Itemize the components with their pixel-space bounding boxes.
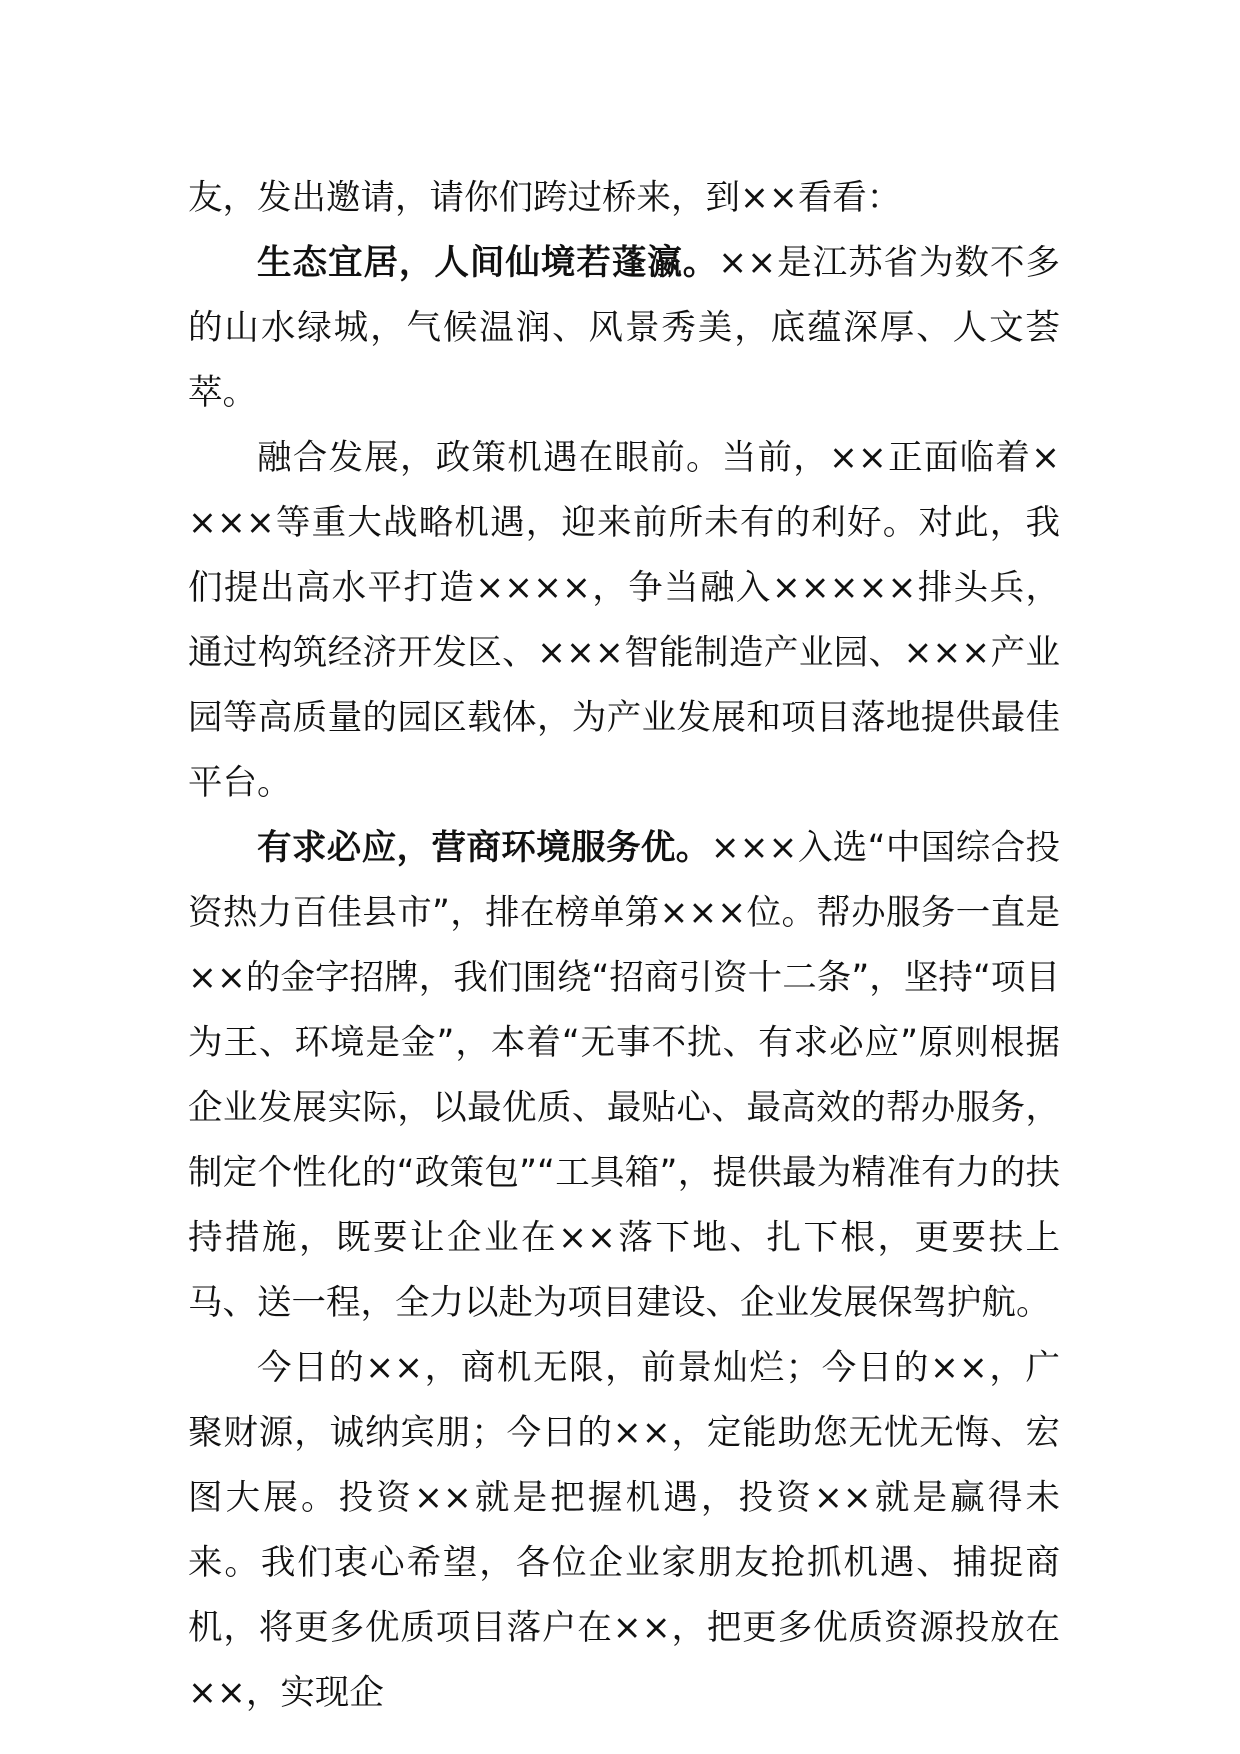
paragraph-continuation bbox=[188, 166, 1060, 231]
paragraph-ecology bbox=[188, 231, 1060, 426]
paragraph-business-environment bbox=[188, 816, 1060, 1336]
paragraph-text: ××是江苏省为数不多的山水绿城，气候温润、风景秀美，底蕴深厚、人文荟萃。 bbox=[188, 243, 1060, 413]
paragraph-invitation bbox=[188, 1336, 1060, 1726]
paragraph-policy bbox=[188, 426, 1060, 816]
paragraph-heading: 生态宜居，人间仙境若蓬瀛。 bbox=[257, 243, 719, 283]
paragraph-heading: 有求必应，营商环境服务优。 bbox=[257, 828, 711, 868]
paragraph-text: 融合发展，政策机遇在眼前。当前，××正面临着××××等重大战略机遇，迎来前所未有的利好。对此，我们提出高水平打造××××，争当融入×××××排头兵，通过构筑经济开发区、×××智能制造产业园、×××产业园等高质量的园区载体，为产业发展和项目落地提供最佳平台。 bbox=[188, 438, 1060, 803]
document-page bbox=[188, 166, 1060, 1726]
paragraph-text: 友，发出邀请，请你们跨过桥来，到××看看： bbox=[188, 178, 902, 218]
paragraph-text: 今日的××，商机无限，前景灿烂；今日的××，广聚财源，诚纳宾朋；今日的××，定能助您无忧无悔、宏图大展。投资××就是把握机遇，投资××就是赢得未来。我们衷心希望，各位企业家朋友抢抓机遇、捕捉商机，将更多优质项目落户在××，把更多优质资源投放在××，实现企 bbox=[188, 1348, 1060, 1713]
paragraph-text: ×××入选“中国综合投资热力百佳县市”，排在榜单第×××位。帮办服务一直是××的金字招牌，我们围绕“招商引资十二条”，坚持“项目为王、环境是金”，本着“无事不扰、有求必应”原则根据企业发展实际，以最优质、最贴心、最高效的帮办服务，制定个性化的“政策包”“工具箱”，提供最为精准有力的扶持措施，既要让企业在××落下地、扎下根，更要扶上马、送一程，全力以赴为项目建设、企业发展保驾护航。 bbox=[188, 828, 1060, 1323]
